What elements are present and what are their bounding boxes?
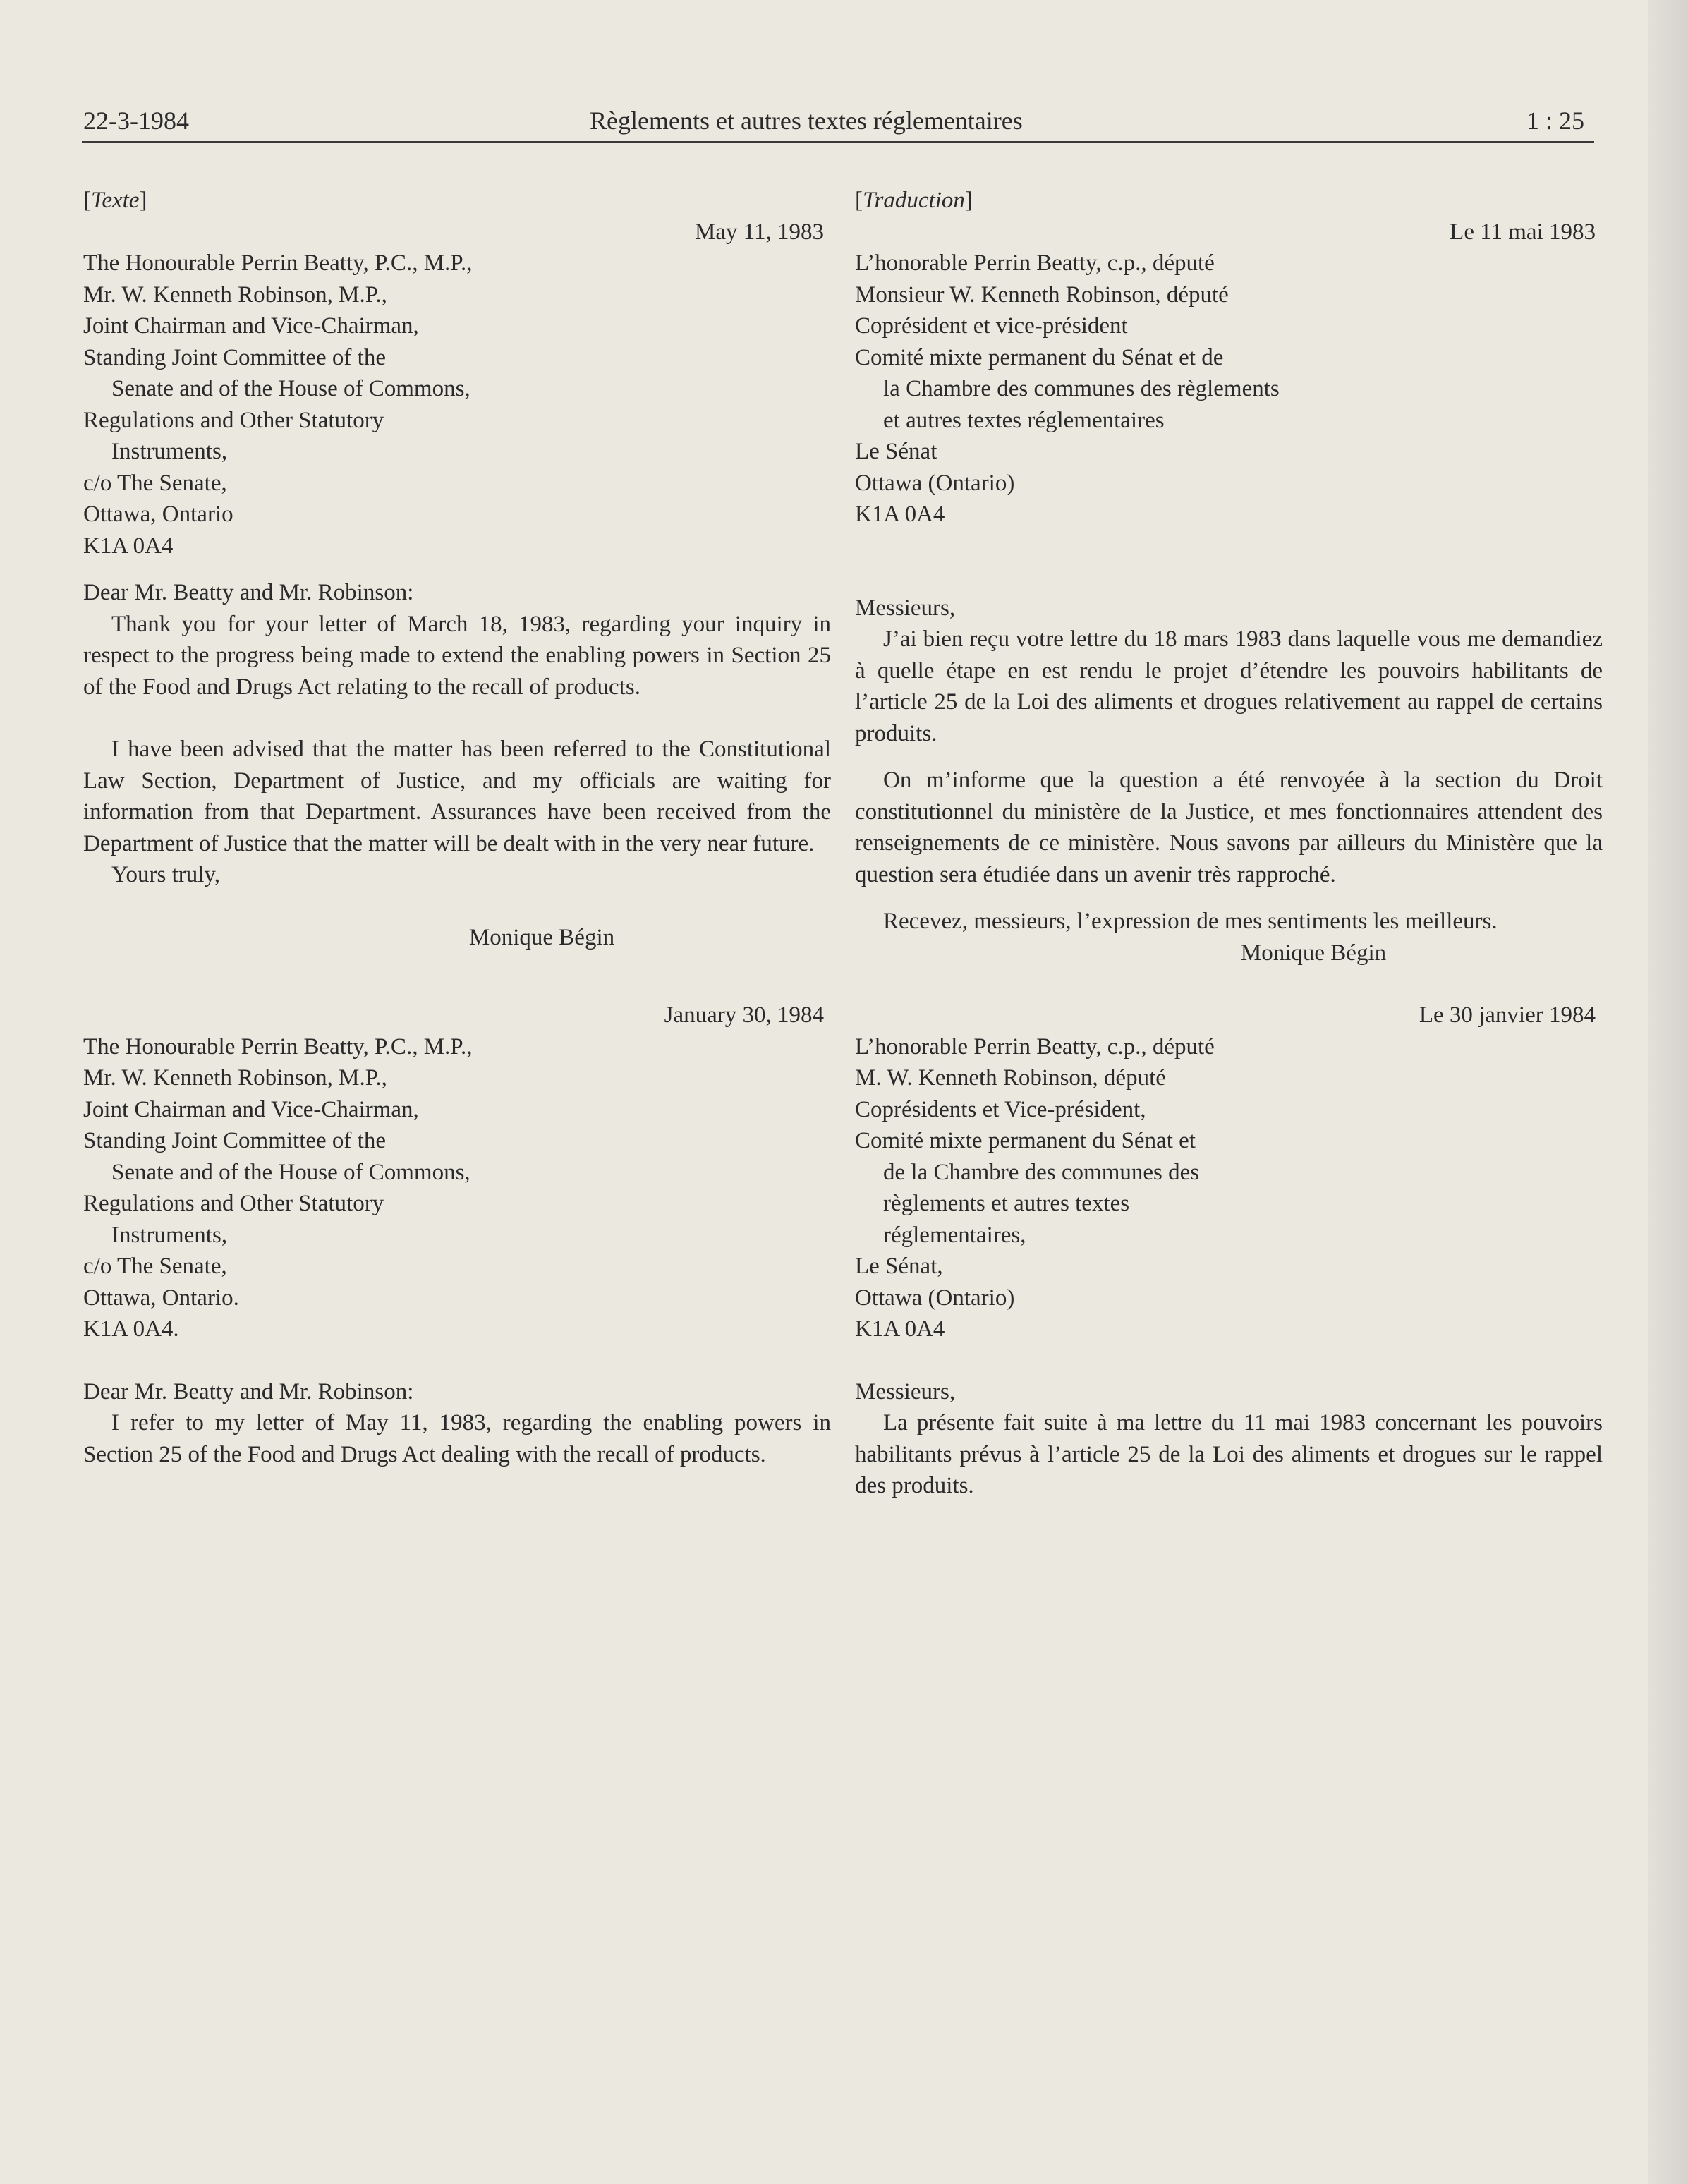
letter-address: The Honourable Perrin Beatty, P.C., M.P., Mr. W. Kenneth Robinson, M.P., Joint Chairman and Vice-Chairman, Standing Joint Committee of the Senate and of the House of Commons, Regulations and Other Statutory Instruments, c/o The Senate, Ottawa, Ontario K1A 0A4 bbox=[83, 250, 473, 559]
paragraph: Thank you for your letter of March 18, 1983, regarding your inquiry in respect to the progress being made to extend the enabling powers in Section 25 of the Food and Drugs Act relating to the recall of products. bbox=[83, 611, 831, 700]
letter-address: L’honorable Perrin Beatty, c.p., député Monsieur W. Kenneth Robinson, député Coprésident et vice-président Comité mixte permanent du Sénat et de la Chambre des communes des règlements et autres textes réglementaires Le Sénat Ottawa (Ontario) K1A 0A4 bbox=[855, 250, 1280, 527]
page-edge-shadow bbox=[1648, 0, 1688, 2184]
header-date: 22-3-1984 bbox=[83, 107, 189, 135]
header-title: Règlements et autres textes réglementaires bbox=[590, 107, 1023, 135]
salutation: Dear Mr. Beatty and Mr. Robinson: bbox=[83, 580, 414, 605]
paragraph: I refer to my letter of May 11, 1983, regarding the enabling powers in Section 25 of the Food and Drugs Act dealing with the recall of products. bbox=[83, 1410, 831, 1467]
paragraph: La présente fait suite à ma lettre du 11 mai 1983 concernant les pouvoirs habilitants prévus à l’article 25 de la Loi des aliments et drogues sur le rappel des produits. bbox=[855, 1410, 1603, 1498]
signature: Monique Bégin bbox=[1240, 940, 1387, 966]
paragraph: On m’informe que la question a été renvoyée à la section du Droit constitutionnel du ministère de la Justice, et mes fonctionnaires attendent des renseignements de ce ministère. Nous savons par ailleurs du Ministère que la question sera étudiée dans un avenir très rapproché. bbox=[855, 768, 1603, 887]
english-column bbox=[83, 185, 831, 1470]
header-rule bbox=[82, 141, 1594, 143]
letter-date: Le 30 janvier 1984 bbox=[1419, 1002, 1596, 1028]
paragraph: I have been advised that the matter has been referred to the Constitutional Law Section, Department of Justice, and my officials are waiting for information from that Department. Assurances have been received from the Department of Justice that the matter will be dealt with in the very near future. bbox=[83, 736, 831, 856]
section-label: [Traduction] bbox=[855, 188, 973, 213]
paragraph: J’ai bien reçu votre lettre du 18 mars 1983 dans laquelle vous me demandiez à quelle étape en est rendu le projet d’étendre les pouvoirs habilitants de l’article 25 de la Loi des aliments et drogues relativement au rappel de certains produits. bbox=[855, 626, 1603, 746]
letter-date: May 11, 1983 bbox=[694, 219, 824, 245]
letter-address: L’honorable Perrin Beatty, c.p., député M. W. Kenneth Robinson, député Coprésidents et Vice-président, Comité mixte permanent du Sénat et de la Chambre des communes des règlements et autres textes réglementaires, Le Sénat, Ottawa (Ontario) K1A 0A4 bbox=[855, 1033, 1215, 1342]
salutation: Messieurs, bbox=[855, 1378, 956, 1405]
letter-date: Le 11 mai 1983 bbox=[1450, 219, 1596, 245]
signature: Monique Bégin bbox=[468, 924, 615, 950]
section-label: [Texte] bbox=[83, 188, 147, 213]
letter-address: The Honourable Perrin Beatty, P.C., M.P., Mr. W. Kenneth Robinson, M.P., Joint Chairman and Vice-Chairman, Standing Joint Committee of the Senate and of the House of Commons, Regulations and Other Statutory Instruments, c/o The Senate, Ottawa, Ontario. K1A 0A4. bbox=[83, 1033, 473, 1342]
letter-date: January 30, 1984 bbox=[664, 1002, 824, 1028]
closing: Yours truly, bbox=[111, 862, 221, 887]
closing: Recevez, messieurs, l’expression de mes sentiments les meilleurs. bbox=[883, 909, 1498, 934]
french-column bbox=[855, 185, 1603, 1502]
header-page-number: 1 : 25 bbox=[1526, 107, 1585, 135]
salutation: Dear Mr. Beatty and Mr. Robinson: bbox=[83, 1378, 414, 1405]
salutation: Messieurs, bbox=[855, 595, 956, 621]
